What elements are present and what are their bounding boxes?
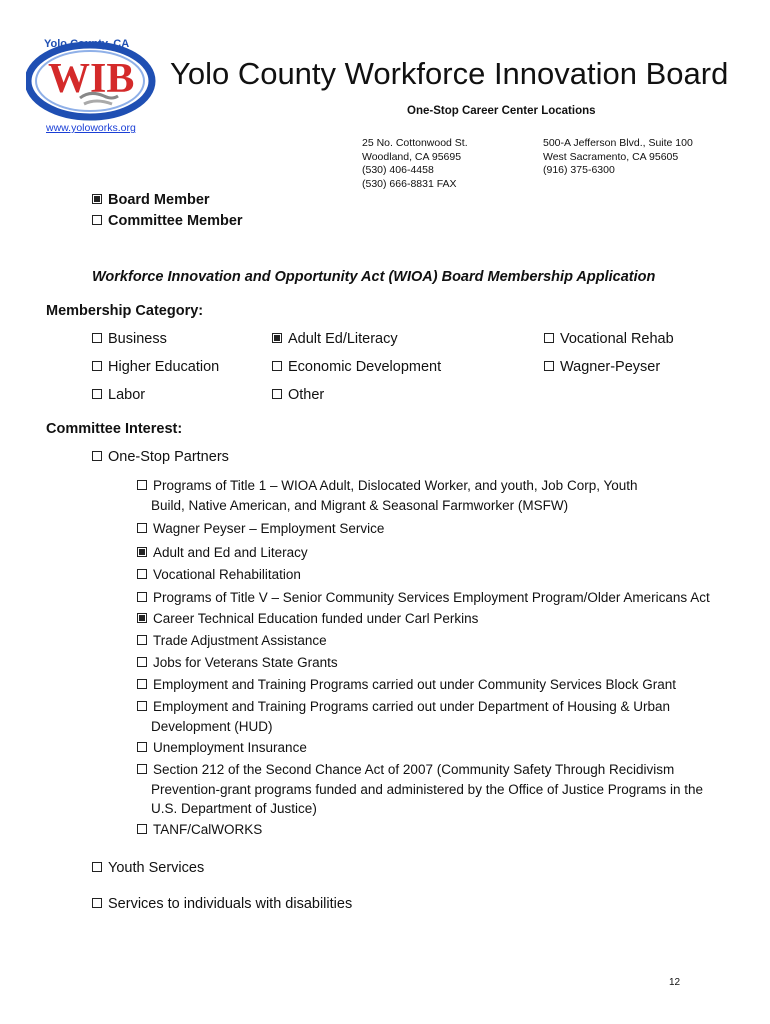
checkbox[interactable] xyxy=(272,389,282,399)
logo-letters: WIB xyxy=(48,56,135,102)
checkbox[interactable] xyxy=(137,523,147,533)
checkbox[interactable] xyxy=(272,361,282,371)
checkbox[interactable] xyxy=(92,389,102,399)
fax-line: (530) 666-8831 FAX xyxy=(362,177,457,190)
role-board-member[interactable] xyxy=(92,192,210,208)
option-business[interactable] xyxy=(92,331,167,347)
interest-label: TANF/CalWORKS xyxy=(153,822,263,837)
phone-line: (916) 375-6300 xyxy=(543,164,615,176)
interest-label-continued: Development (HUD) xyxy=(151,719,273,734)
locations-heading: One-Stop Career Center Locations xyxy=(407,105,596,117)
checkbox[interactable] xyxy=(137,742,147,752)
option-label: Services to individuals with disabilities xyxy=(108,896,353,912)
option-label: Wagner-Peyser xyxy=(560,359,661,375)
interest-label: Unemployment Insurance xyxy=(153,740,307,755)
role-committee-member[interactable] xyxy=(92,213,243,229)
option-vocational-rehab[interactable] xyxy=(544,331,674,347)
checkbox[interactable] xyxy=(544,333,554,343)
role-label: Committee Member xyxy=(108,213,243,229)
checkbox[interactable] xyxy=(92,361,102,371)
checkbox[interactable] xyxy=(137,635,147,645)
option-label: Youth Services xyxy=(108,860,205,876)
interest-carl-perkins[interactable] xyxy=(137,611,478,626)
option-higher-education[interactable] xyxy=(92,359,219,375)
option-label: Labor xyxy=(108,387,146,403)
interest-label: Career Technical Education funded under Carl Perkins xyxy=(153,611,479,626)
logo-text: Yolo County, CA xyxy=(44,38,130,50)
page-number: 12 xyxy=(669,977,681,988)
option-disability-services[interactable] xyxy=(92,896,352,912)
checkbox[interactable] xyxy=(92,862,102,872)
checkbox[interactable] xyxy=(137,679,147,689)
checkbox[interactable] xyxy=(137,657,147,667)
committee-interest-heading: Committee Interest: xyxy=(46,421,183,437)
interest-unemployment-insurance[interactable] xyxy=(137,740,307,755)
interest-tanf-calworks[interactable] xyxy=(137,822,262,837)
interest-wagner-peyser[interactable] xyxy=(137,521,384,536)
option-label: Economic Development xyxy=(288,359,442,375)
interest-label-continued: Prevention-grant programs funded and administered by the Office of Justice Programs in the xyxy=(151,782,704,797)
website-link[interactable]: www.yoloworks.org xyxy=(46,122,136,134)
interest-label: Employment and Training Programs carried out under Department of Housing & Urban xyxy=(153,699,671,714)
interest-label: Jobs for Veterans State Grants xyxy=(153,655,338,670)
page-title: Yolo County Workforce Innovation Board xyxy=(170,56,729,91)
location-west-sacramento xyxy=(543,137,693,178)
interest-csbg[interactable] xyxy=(137,677,676,692)
checkbox[interactable] xyxy=(137,547,147,557)
interest-title-1[interactable] xyxy=(137,478,638,493)
interest-vocational-rehabilitation[interactable] xyxy=(137,567,301,582)
role-label: Board Member xyxy=(108,192,210,208)
option-other[interactable] xyxy=(272,387,324,403)
interest-label: Section 212 of the Second Chance Act of 2007 (Community Safety Through Recidivism xyxy=(153,762,675,777)
option-label: Adult Ed/Literacy xyxy=(288,331,398,347)
interest-trade-adjustment[interactable] xyxy=(137,633,327,648)
checkbox[interactable] xyxy=(137,701,147,711)
checkbox[interactable] xyxy=(137,480,147,490)
checkbox[interactable] xyxy=(92,451,102,461)
interest-label: Wagner Peyser – Employment Service xyxy=(153,521,385,536)
interest-jobs-for-veterans[interactable] xyxy=(137,655,338,670)
option-one-stop-partners[interactable] xyxy=(92,449,229,465)
interest-label: Employment and Training Programs carried out under Community Services Block Grant xyxy=(153,677,676,692)
interest-label: Adult and Ed and Literacy xyxy=(153,545,308,560)
checkbox[interactable] xyxy=(272,333,282,343)
checkbox[interactable] xyxy=(137,824,147,834)
form-heading: Workforce Innovation and Opportunity Act (WIOA) Board Membership Application xyxy=(92,269,656,285)
address-line: 25 No. Cottonwood St. xyxy=(362,137,468,149)
option-adult-ed-literacy[interactable] xyxy=(272,331,398,347)
address-line: Woodland, CA 95695 xyxy=(362,150,462,163)
membership-category-heading: Membership Category: xyxy=(46,303,204,319)
address-line: West Sacramento, CA 95605 xyxy=(543,150,679,163)
board-member-checkbox[interactable] xyxy=(92,194,102,204)
option-wagner-peyser[interactable] xyxy=(544,359,660,375)
interest-label-continued: Build, Native American, and Migrant & Seasonal Farmworker (MSFW) xyxy=(151,498,569,513)
checkbox[interactable] xyxy=(137,569,147,579)
interest-hud[interactable] xyxy=(137,699,670,714)
checkbox[interactable] xyxy=(137,592,147,602)
address-line: 500-A Jefferson Blvd., Suite 100 xyxy=(543,137,693,149)
checkbox[interactable] xyxy=(92,898,102,908)
interest-label: Vocational Rehabilitation xyxy=(153,567,301,582)
phone-line: (530) 406-4458 xyxy=(362,164,434,176)
checkbox[interactable] xyxy=(544,361,554,371)
interest-label: Programs of Title 1 – WIOA Adult, Dislocated Worker, and youth, Job Corp, Youth xyxy=(153,478,638,493)
committee-member-checkbox[interactable] xyxy=(92,215,102,225)
checkbox[interactable] xyxy=(137,764,147,774)
interest-label-continued: U.S. Department of Justice) xyxy=(151,801,317,816)
option-label: One-Stop Partners xyxy=(108,449,229,465)
checkbox[interactable] xyxy=(137,613,147,623)
option-label: Higher Education xyxy=(108,359,220,375)
option-label: Vocational Rehab xyxy=(560,331,674,347)
wib-logo-graphic xyxy=(26,34,160,122)
wib-logo xyxy=(26,34,160,122)
interest-label: Trade Adjustment Assistance xyxy=(153,633,327,648)
option-label: Other xyxy=(288,387,325,403)
option-youth-services[interactable] xyxy=(92,860,204,876)
interest-adult-ed-literacy[interactable] xyxy=(137,545,308,560)
checkbox[interactable] xyxy=(92,333,102,343)
option-labor[interactable] xyxy=(92,387,145,403)
option-economic-development[interactable] xyxy=(272,359,441,375)
interest-label: Programs of Title V – Senior Community Services Employment Program/Older Americans Act xyxy=(153,590,710,605)
location-woodland xyxy=(362,137,468,191)
option-label: Business xyxy=(108,331,167,347)
interest-title-5[interactable] xyxy=(137,590,710,605)
interest-second-chance-act[interactable] xyxy=(137,762,674,777)
